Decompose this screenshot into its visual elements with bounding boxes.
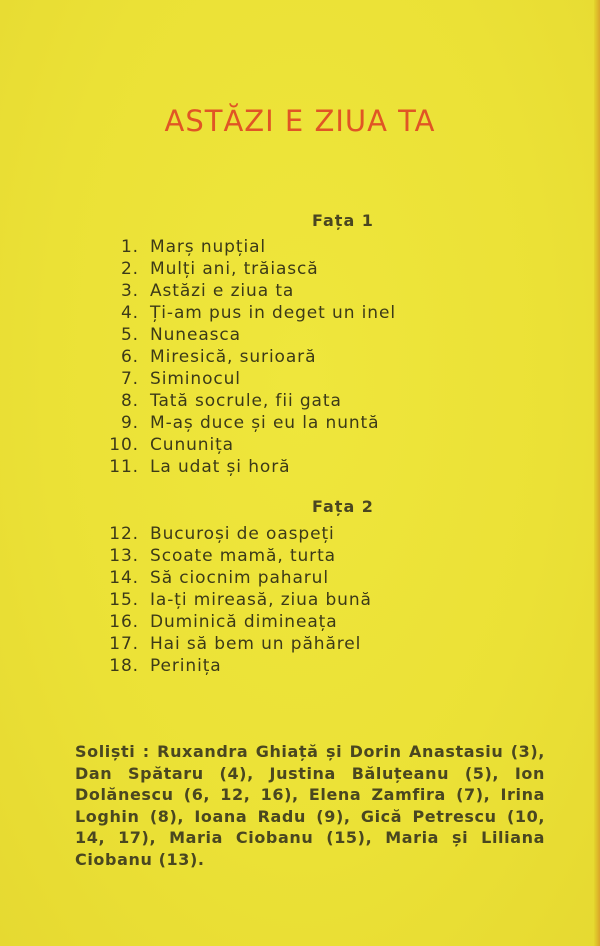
track-title: M-aș duce și eu la nuntă	[150, 413, 380, 433]
side-1-tracklist	[0, 236, 600, 478]
track-item	[0, 523, 600, 545]
track-title: Mulți ani, trăiască	[150, 259, 319, 279]
track-number: 3.	[120, 281, 139, 301]
track-item	[0, 324, 600, 346]
track-number: 11.	[109, 457, 139, 477]
track-item	[0, 589, 600, 611]
track-title: Siminocul	[150, 369, 241, 389]
track-item	[0, 236, 600, 258]
track-number: 7.	[120, 369, 139, 389]
track-number: 17.	[109, 634, 139, 654]
track-item	[0, 258, 600, 280]
track-number: 13.	[109, 546, 139, 566]
track-title: Ia-ți mireasă, ziua bună	[150, 590, 372, 610]
track-item	[0, 280, 600, 302]
track-title: Bucuroși de oaspeți	[150, 524, 335, 544]
track-item	[0, 368, 600, 390]
track-item	[0, 390, 600, 412]
track-number: 4.	[120, 303, 139, 323]
track-number: 18.	[109, 656, 139, 676]
track-item	[0, 545, 600, 567]
track-number: 10.	[109, 435, 139, 455]
track-item	[0, 456, 600, 478]
track-item	[0, 302, 600, 324]
track-title: Ți-am pus in deget un inel	[150, 303, 396, 323]
track-item	[0, 655, 600, 677]
track-number: 5.	[120, 325, 139, 345]
track-title: Hai să bem un păhărel	[150, 634, 362, 654]
side-2-heading: Fața 2	[312, 497, 374, 516]
track-title: Să ciocnim paharul	[150, 568, 329, 588]
track-number: 12.	[109, 524, 139, 544]
track-number: 15.	[109, 590, 139, 610]
track-number: 8.	[120, 391, 139, 411]
track-item	[0, 633, 600, 655]
track-item	[0, 412, 600, 434]
track-title: Cununița	[150, 435, 234, 455]
track-number: 6.	[120, 347, 139, 367]
track-number: 9.	[120, 413, 139, 433]
track-title: Astăzi e ziua ta	[150, 281, 295, 301]
track-item	[0, 611, 600, 633]
track-title: Miresică, surioară	[150, 347, 317, 367]
album-title: ASTĂZI E ZIUA TA	[164, 104, 436, 138]
track-item	[0, 567, 600, 589]
track-item	[0, 434, 600, 456]
track-number: 1.	[120, 237, 139, 257]
side-1-heading: Fața 1	[312, 211, 374, 230]
track-item	[0, 346, 600, 368]
track-title: La udat și horă	[150, 457, 291, 477]
track-number: 14.	[109, 568, 139, 588]
track-title: Duminică dimineața	[150, 612, 338, 632]
track-title: Nuneasca	[150, 325, 241, 345]
track-number: 2.	[120, 259, 139, 279]
track-title: Marș nupțial	[150, 237, 267, 257]
track-title: Scoate mamă, turta	[150, 546, 336, 566]
track-title: Tată socrule, fii gata	[150, 391, 342, 411]
track-title: Perinița	[150, 656, 222, 676]
track-number: 16.	[109, 612, 139, 632]
side-2-tracklist	[0, 523, 600, 677]
soloists-credits: Soliști : Ruxandra Ghiață și Dorin Anastasiu (3), Dan Spătaru (4), Justina Băluțeanu (5), Ion Dolănescu (6, 12, 16), Elena Zamfira (7), Irina Loghin (8), Ioana Radu (9), Gică Petrescu (10, 14, 17), Maria Ciobanu (15), Maria și Liliana Ciobanu (13).	[75, 742, 545, 869]
